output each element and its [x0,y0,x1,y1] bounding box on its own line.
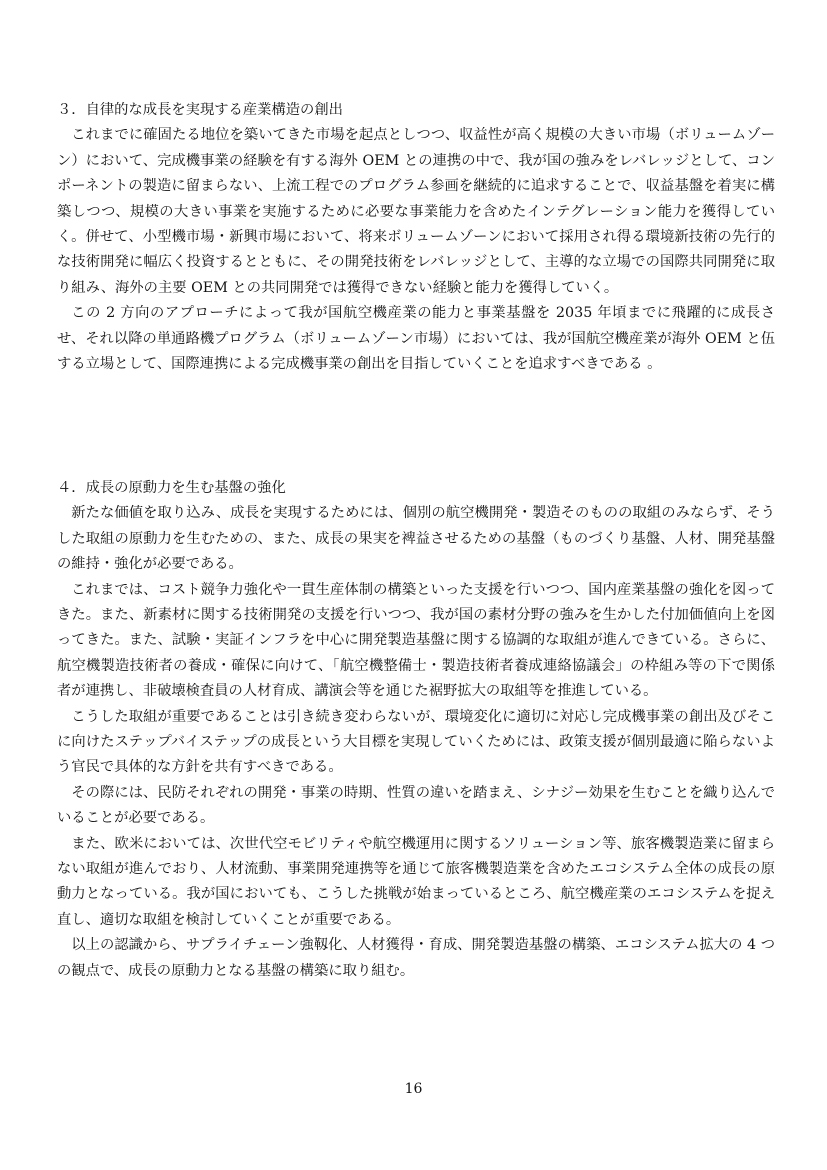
section-3-heading: ３．自律的な成長を実現する産業構造の創出 [57,102,343,118]
section-4-paragraph-1: 新たな価値を取り込み、成長を実現するためには、個別の航空機開発・製造そのものの取組のみならず、そうした取組の原動力を生むための、また、成長の果実を裨益させるための基盤（ものづくり基盤、人材、開発基盤の維持・強化が必要である。 [57,505,775,573]
section-4-paragraph-4: その際には、民防それぞれの開発・事業の時期、性質の違いを踏まえ、シナジー効果を生むことを織り込んでいることが必要である。 [57,784,775,827]
section-4-paragraph-2: これまでは、コスト競争力強化や一貫生産体制の構築といった支援を行いつつ、国内産業基盤の強化を図ってきた。また、新素材に関する技術開発の支援を行いつつ、我が国の素材分野の強みを生かした付加価値向上を図ってきた。また、試験・実証インフラを中心に開発製造基盤に関する協調的な取組が進んできている。さらに、航空機製造技術者の養成・確保に向けて、「航空機整備士・製造技術者養成連絡協議会」の枠組み等の下で関係者が連携し、非破壊検査員の人材育成、講演会等を通じた裾野拡大の取組等を推進している。 [57,581,775,700]
section-4-paragraph-5: また、欧米においては、次世代空モビリティや航空機運用に関するソリューション等、旅客機製造業に留まらない取組が進んでおり、人材流動、事業開発連携等を通じて旅客機製造業を含めたエコシステム全体の成長の原動力となっている。我が国においても、こうした挑戦が始まっているところ、航空機産業のエコシステムを捉え直し、適切な取組を検討していくことが重要である。 [57,835,775,928]
section-3-paragraph-1: これまでに確固たる地位を築いてきた市場を起点としつつ、収益性が高く規模の大きい市場（ボリュームゾーン）において、完成機事業の経験を有する海外 OEM との連携の中で、我が国の強みをレバレッジとして、コンポーネントの製造に留まらない、上流工程でのプログラム参画を継続的に追求することで、収益基盤を着実に構築しつつ、規模の大きい事業を実施するために必要な事業能力を含めたインテグレーション能力を獲得していく。併せて、小型機市場・新興市場において、将来ボリュームゾーンにおいて採用され得る環境新技術の先行的な技術開発に幅広く投資するとともに、その開発技術をレバレッジとして、主導的な立場での国際共同開発に取り組み、海外の主要 OEM との共同開発では獲得できない経験と能力を獲得していく。 [57,127,775,296]
section-3-paragraph-2: この 2 方向のアプローチによって我が国航空機産業の能力と事業基盤を 2035 年頃までに飛躍的に成長させ、それ以降の単通路機プログラム（ボリュームゾーン市場）においては、我が国航空機産業が海外 OEM と伍する立場として、国際連携による完成機事業の創出を目指していくことを追求すべきである 。 [57,305,775,373]
section-4-paragraph-6: 以上の認識から、サプライチェーン強靱化、人材獲得・育成、開発製造基盤の構築、エコシステム拡大の 4 つの観点で、成長の原動力となる基盤の構築に取り組む。 [57,937,775,979]
page-number: 16 [404,1081,423,1097]
section-3 [57,98,775,377]
section-4 [57,476,775,984]
section-4-paragraph-3: こうした取組が重要であることは引き続き変わらないが、環境変化に適切に対応し完成機事業の創出及びそこに向けたステップバイステップの成長という大目標を実現していくためには、政策支援が個別最適に陥らないよう官民で具体的な方針を共有すべきである。 [57,708,775,776]
section-4-heading: ４．成長の原動力を生む基盤の強化 [57,480,286,496]
